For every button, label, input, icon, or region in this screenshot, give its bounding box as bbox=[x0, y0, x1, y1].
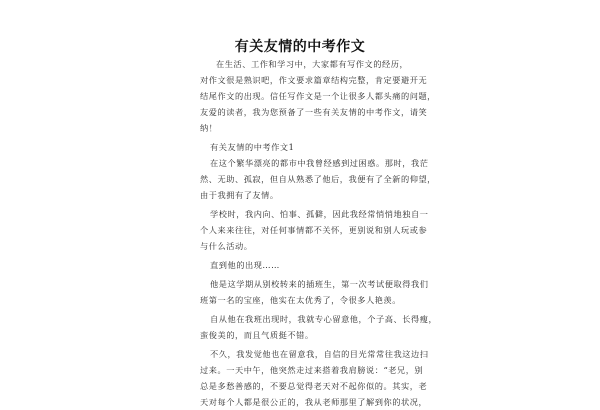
document-body bbox=[200, 56, 438, 410]
paragraph-line: 在生活、工作和学习中，大家都有写作文的经历， bbox=[216, 59, 409, 69]
paragraph-line: 友爱的读者，我为您预备了一些有关友情的中考作文，请笑 bbox=[200, 107, 428, 117]
paragraph-line: 蛮俊美的，而且气质挺不错。 bbox=[200, 330, 314, 340]
paragraph-line: 过来。一天中午，他突然走过来搭着我肩膀说：“老兄，别 bbox=[200, 365, 424, 375]
paragraph-line: 结尾作文的出现。信任写作文是一个让很多人都头痛的问题， bbox=[200, 91, 436, 101]
paragraph-line: 纳！ bbox=[200, 123, 218, 133]
paragraph-line: 在这个繁华漂亮的都市中我曾经感到过困惑。那时，我茫 bbox=[210, 158, 429, 168]
paragraph-line: 天对每个人都是很公正的，我从老师那里了解到你的状况， bbox=[200, 397, 428, 407]
paragraph-line: 班第一名的宝座，他实在太优秀了，令很多人艳羡。 bbox=[200, 295, 401, 305]
paragraph-line: 然、无助、孤寂，但自从熟悉了他后，我便有了全新的仰望， bbox=[200, 174, 436, 184]
document-title: 有关友情的中考作文 bbox=[234, 39, 366, 55]
paragraph-line: 不久，我发觉他也在留意我，自信的目光常常往我这边扫 bbox=[210, 349, 429, 359]
paragraph-line: 对作文很是熟识吧，作文要求篇章结构完整，肯定要避开无 bbox=[200, 75, 428, 85]
paragraph-line: 学校时，我内向、怕事、孤僻，因此我经常悄悄地独自一 bbox=[210, 209, 429, 219]
paragraph-line: 个人来来往往，对任何事情都不关怀，更别说和别人玩或参 bbox=[200, 225, 428, 235]
paragraph-line: 由于我拥有了友情。 bbox=[200, 190, 279, 200]
paragraph-line: 自从他在我班出现时，我就专心留意他，个子高、长得瘦， bbox=[210, 314, 438, 324]
section-heading: 有关友情的中考作文1 bbox=[210, 142, 295, 152]
paragraph-line: 与什么活动。 bbox=[200, 241, 253, 251]
paragraph-line: 直到他的出现…… bbox=[210, 260, 280, 270]
paragraph-line: 他是这学期从别校转来的插班生，第一次考试便取得我们 bbox=[210, 279, 429, 289]
paragraph-line: 总是多愁善感的，不要总觉得老天对不起你似的。其实，老 bbox=[200, 381, 428, 391]
